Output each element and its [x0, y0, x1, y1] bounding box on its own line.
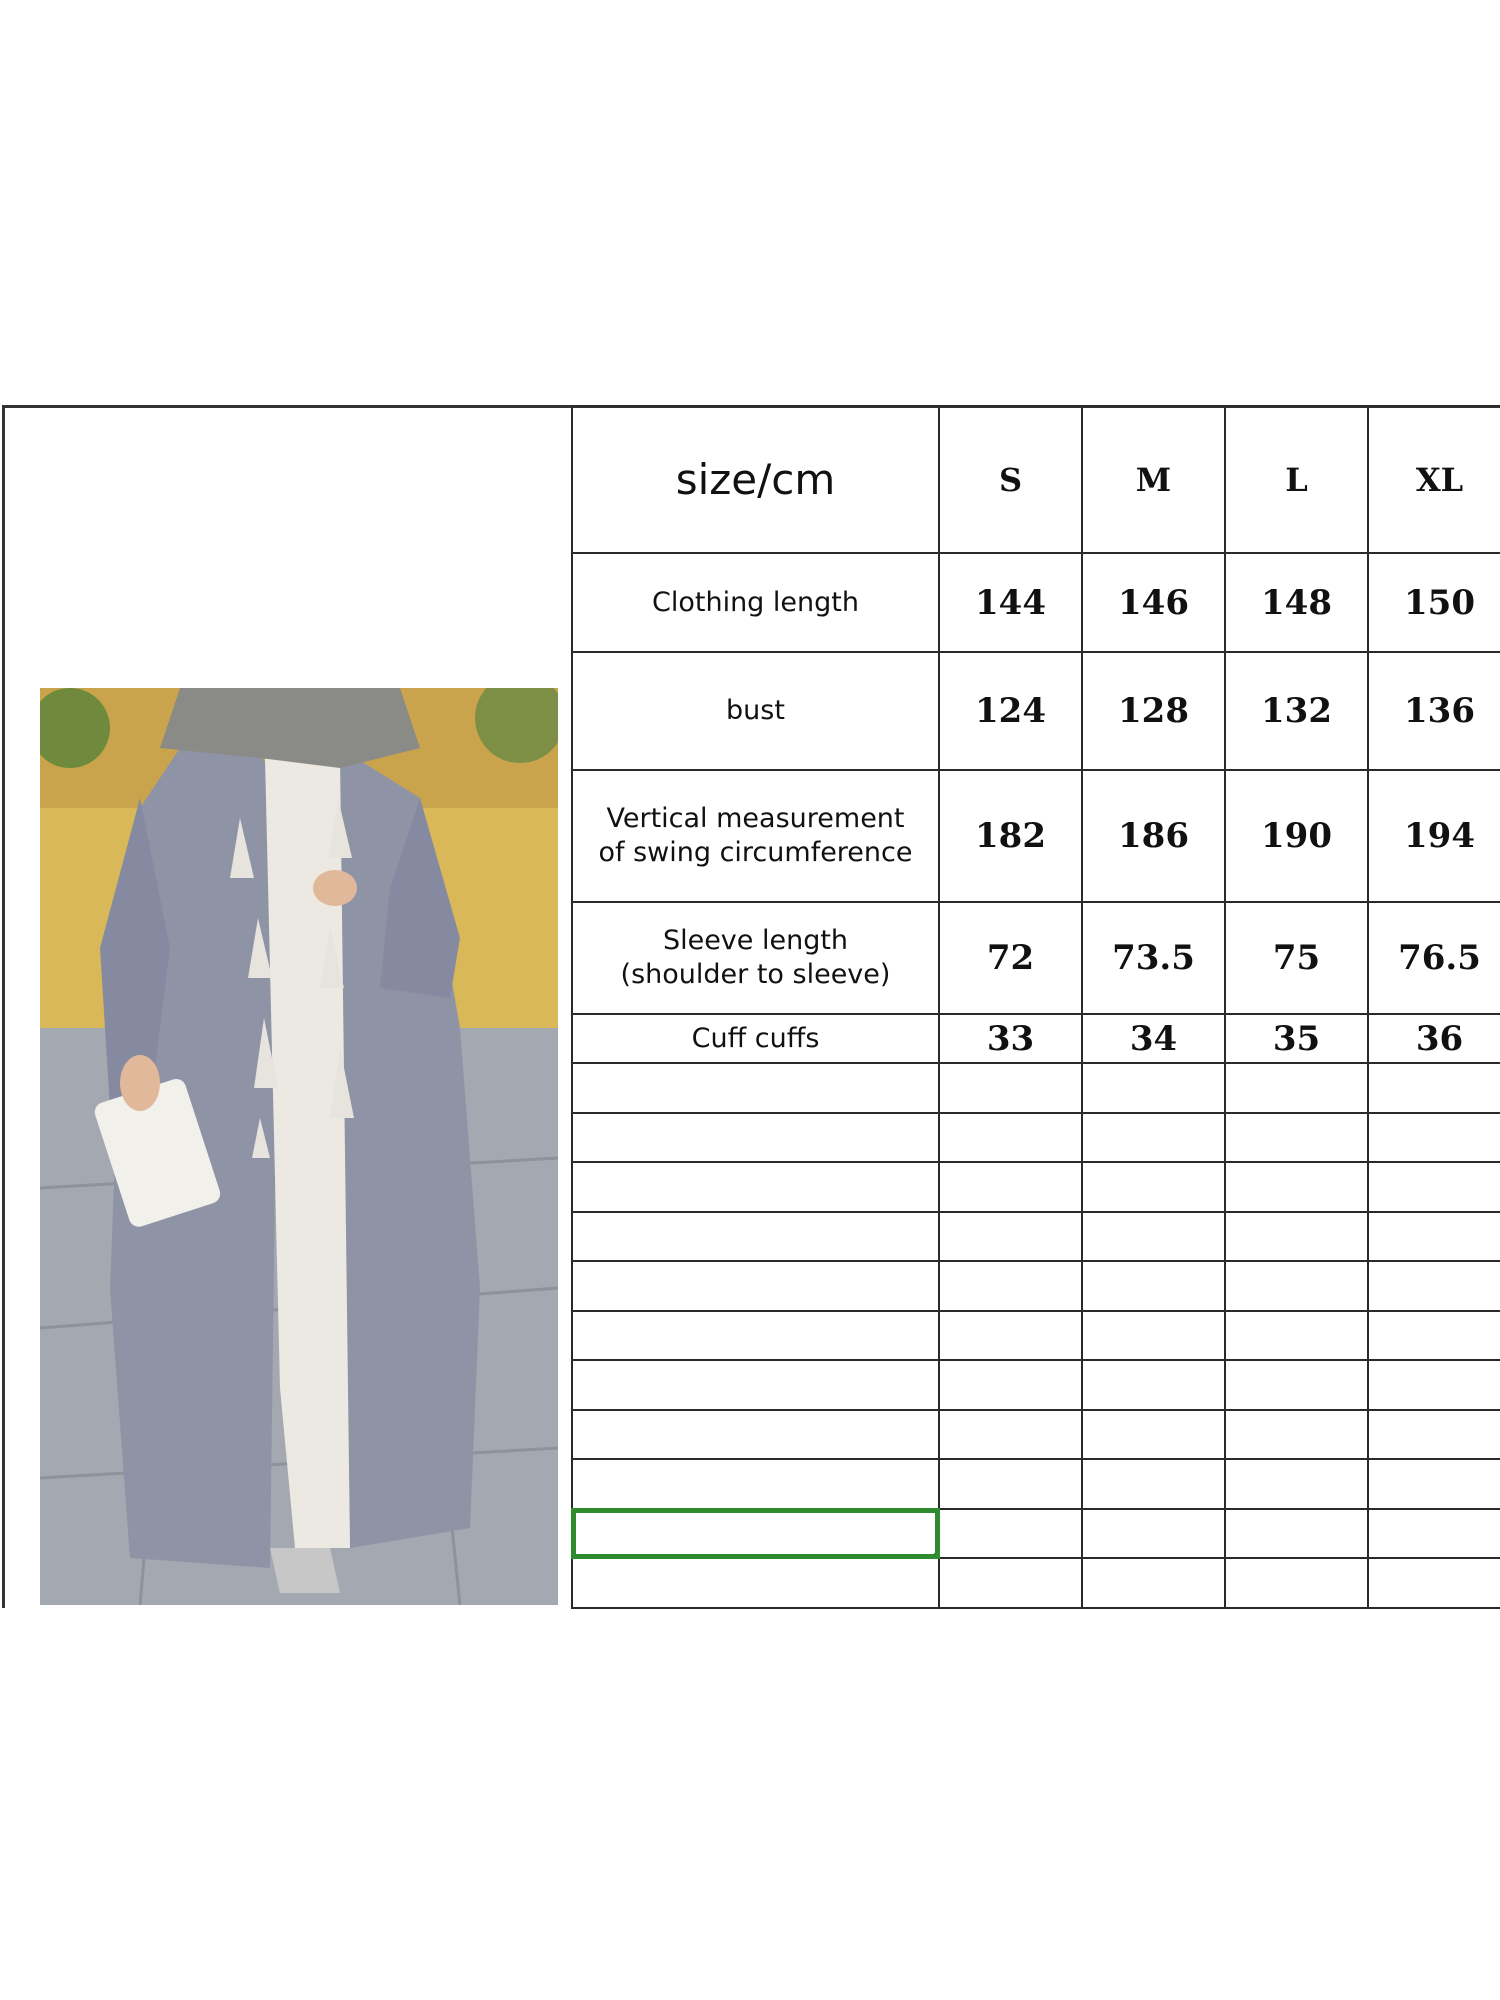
empty-cell[interactable] — [1082, 1410, 1225, 1460]
value-cell[interactable] — [1225, 553, 1368, 652]
empty-cell[interactable] — [939, 1212, 1082, 1262]
row-label: Cuff cuffs — [691, 1022, 820, 1054]
empty-cell[interactable] — [1082, 1558, 1225, 1608]
measurement-value: 76.5 — [1398, 938, 1481, 978]
value-cell[interactable] — [1082, 553, 1225, 652]
measurement-row — [572, 553, 1500, 652]
value-cell[interactable] — [1368, 902, 1500, 1014]
product-photo-drawing — [40, 688, 558, 1605]
measurement-value: 136 — [1404, 691, 1475, 731]
product-photo — [40, 688, 558, 1605]
size-m: M — [1135, 460, 1172, 499]
value-cell[interactable] — [1368, 652, 1500, 770]
empty-cell[interactable] — [1225, 1509, 1368, 1559]
empty-cell[interactable] — [939, 1509, 1082, 1559]
empty-row — [572, 1360, 1500, 1410]
sandals — [270, 1548, 340, 1593]
measurement-value: 72 — [986, 938, 1035, 978]
empty-cell[interactable] — [1368, 1558, 1500, 1608]
empty-cell[interactable] — [572, 1558, 939, 1608]
empty-cell[interactable] — [1225, 1459, 1368, 1509]
row-label-cell[interactable] — [572, 652, 939, 770]
value-cell[interactable] — [1082, 770, 1225, 902]
header-label: size/cm — [675, 455, 836, 504]
empty-cell[interactable] — [1225, 1162, 1368, 1212]
size-xl: XL — [1415, 460, 1464, 499]
empty-cell[interactable] — [572, 1063, 939, 1113]
measurement-value: 33 — [986, 1018, 1035, 1059]
empty-cell[interactable] — [939, 1063, 1082, 1113]
empty-row — [572, 1509, 1500, 1559]
empty-cell[interactable] — [572, 1311, 939, 1361]
empty-cell[interactable] — [1082, 1261, 1225, 1311]
empty-cell[interactable] — [939, 1360, 1082, 1410]
value-cell[interactable] — [1082, 652, 1225, 770]
empty-row — [572, 1162, 1500, 1212]
hand-left — [120, 1055, 160, 1111]
measurement-value: 194 — [1404, 816, 1475, 856]
empty-row — [572, 1558, 1500, 1608]
size-s: S — [998, 460, 1023, 499]
empty-row — [572, 1459, 1500, 1509]
empty-cell[interactable] — [1225, 1261, 1368, 1311]
value-cell[interactable] — [1368, 553, 1500, 652]
empty-cell[interactable] — [1225, 1558, 1368, 1608]
header-size-cell[interactable] — [1082, 406, 1225, 553]
measurement-value: 182 — [975, 816, 1046, 856]
empty-cell[interactable] — [1082, 1162, 1225, 1212]
empty-cell[interactable] — [939, 1162, 1082, 1212]
measurement-row — [572, 770, 1500, 902]
value-cell[interactable] — [1225, 652, 1368, 770]
size-chart-table — [571, 405, 1500, 1608]
value-cell[interactable] — [939, 770, 1082, 902]
row-label: Vertical measurement of swing circumference — [598, 803, 913, 868]
measurement-value: 128 — [1118, 691, 1189, 731]
value-cell[interactable] — [1368, 1014, 1500, 1063]
hand-right — [313, 870, 357, 906]
empty-cell[interactable] — [1082, 1360, 1225, 1410]
empty-cell[interactable] — [572, 1113, 939, 1163]
value-cell[interactable] — [939, 902, 1082, 1014]
empty-cell[interactable] — [1225, 1113, 1368, 1163]
row-label: Clothing length — [652, 586, 859, 618]
header-size-cell[interactable] — [1225, 406, 1368, 553]
empty-cell[interactable] — [572, 1162, 939, 1212]
empty-cell[interactable] — [1082, 1459, 1225, 1509]
empty-cell[interactable] — [939, 1558, 1082, 1608]
empty-cell[interactable] — [1082, 1063, 1225, 1113]
measurement-value: 186 — [1118, 816, 1189, 856]
value-cell[interactable] — [1082, 902, 1225, 1014]
measurement-value: 148 — [1261, 582, 1332, 623]
empty-cell[interactable] — [939, 1261, 1082, 1311]
empty-cell[interactable] — [1368, 1113, 1500, 1163]
header-row — [572, 406, 1500, 553]
empty-cell[interactable] — [1225, 1063, 1368, 1113]
row-label: Sleeve length (shoulder to sleeve) — [620, 925, 891, 990]
value-cell[interactable] — [1368, 770, 1500, 902]
empty-row — [572, 1113, 1500, 1163]
measurement-value: 124 — [975, 691, 1046, 731]
value-cell[interactable] — [1082, 1014, 1225, 1063]
empty-cell[interactable] — [572, 1410, 939, 1460]
empty-cell[interactable] — [1082, 1212, 1225, 1262]
measurement-value: 73.5 — [1112, 938, 1195, 978]
size-l: L — [1285, 460, 1308, 499]
measurement-row — [572, 652, 1500, 770]
header-size-cell[interactable] — [939, 406, 1082, 553]
measurement-value: 75 — [1272, 938, 1321, 978]
empty-cell[interactable] — [1368, 1360, 1500, 1410]
value-cell[interactable] — [939, 652, 1082, 770]
header-size-cell[interactable] — [1368, 406, 1500, 553]
measurement-value: 144 — [975, 582, 1046, 623]
measurement-value: 146 — [1118, 582, 1189, 623]
row-label: bust — [726, 695, 785, 727]
empty-row — [572, 1410, 1500, 1460]
measurement-value: 190 — [1261, 816, 1332, 856]
empty-cell[interactable] — [939, 1459, 1082, 1509]
empty-cell[interactable] — [1225, 1360, 1368, 1410]
empty-cell[interactable] — [1082, 1509, 1225, 1559]
empty-cell[interactable] — [1225, 1212, 1368, 1262]
empty-cell[interactable] — [1368, 1459, 1500, 1509]
value-cell[interactable] — [1225, 770, 1368, 902]
empty-cell[interactable] — [1368, 1509, 1500, 1559]
empty-row — [572, 1311, 1500, 1361]
empty-cell[interactable] — [1368, 1063, 1500, 1113]
value-cell[interactable] — [939, 1014, 1082, 1063]
empty-cell[interactable] — [572, 1360, 939, 1410]
measurement-value: 132 — [1261, 691, 1332, 731]
value-cell[interactable] — [1225, 902, 1368, 1014]
empty-cell[interactable] — [572, 1261, 939, 1311]
empty-row — [572, 1063, 1500, 1113]
value-cell[interactable] — [1225, 1014, 1368, 1063]
empty-cell[interactable] — [1368, 1261, 1500, 1311]
empty-cell[interactable] — [1368, 1212, 1500, 1262]
empty-cell[interactable] — [1082, 1311, 1225, 1361]
row-label-cell[interactable] — [572, 902, 939, 1014]
empty-cell[interactable] — [1368, 1162, 1500, 1212]
selected-cell[interactable] — [572, 1509, 939, 1559]
empty-cell[interactable] — [572, 1459, 939, 1509]
empty-cell[interactable] — [572, 1212, 939, 1262]
measurement-value: 34 — [1129, 1018, 1178, 1059]
measurement-value: 35 — [1272, 1018, 1321, 1059]
empty-row — [572, 1261, 1500, 1311]
empty-cell[interactable] — [939, 1113, 1082, 1163]
empty-cell[interactable] — [1368, 1410, 1500, 1460]
empty-cell[interactable] — [1082, 1113, 1225, 1163]
measurement-row — [572, 902, 1500, 1014]
empty-cell[interactable] — [939, 1311, 1082, 1361]
empty-cell[interactable] — [1225, 1410, 1368, 1460]
row-label-cell[interactable] — [572, 1014, 939, 1063]
row-label-cell[interactable] — [572, 770, 939, 902]
header-label-cell[interactable] — [572, 406, 939, 553]
measurement-value: 150 — [1404, 582, 1475, 623]
empty-cell[interactable] — [1368, 1311, 1500, 1361]
fill-handle[interactable] — [934, 1553, 939, 1558]
row-label-cell[interactable] — [572, 553, 939, 652]
empty-cell[interactable] — [1225, 1311, 1368, 1361]
value-cell[interactable] — [939, 553, 1082, 652]
empty-cell[interactable] — [939, 1410, 1082, 1460]
measurement-row — [572, 1014, 1500, 1063]
empty-row — [572, 1212, 1500, 1262]
measurement-value: 36 — [1415, 1018, 1464, 1059]
